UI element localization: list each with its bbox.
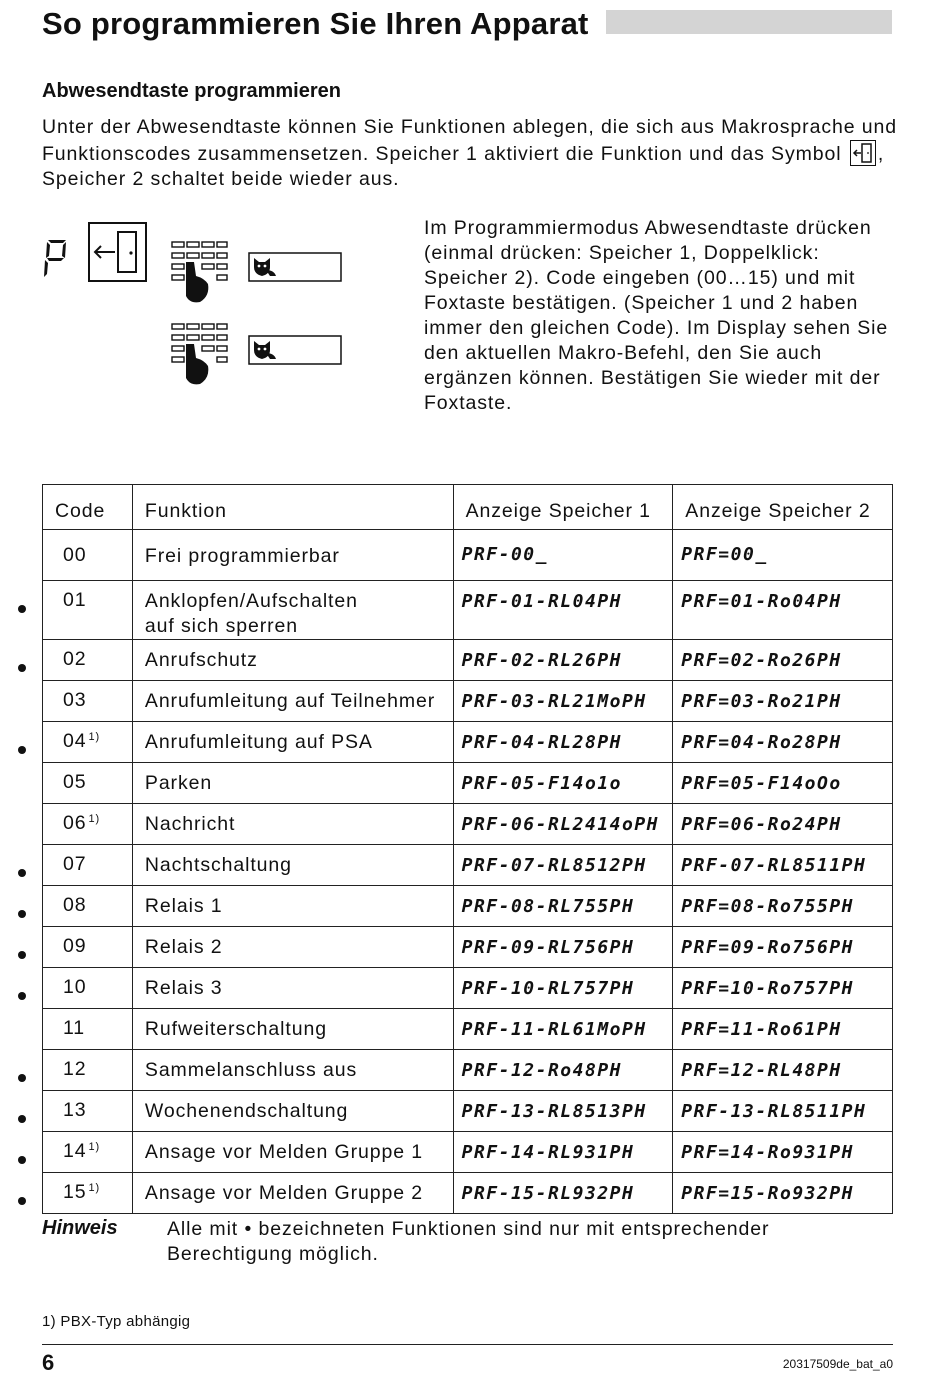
permission-bullet bbox=[18, 910, 26, 918]
cell-code: 00 bbox=[43, 530, 133, 581]
cell-anzeige-speicher-1: PRF-04-RL28PH bbox=[453, 722, 673, 763]
cell-anzeige-speicher-2: PRF=01-Ro04PH bbox=[673, 581, 893, 640]
permission-bullet bbox=[18, 664, 26, 672]
cell-funktion: Ansage vor Melden Gruppe 2 bbox=[132, 1173, 453, 1214]
page-number: 6 bbox=[42, 1350, 55, 1375]
document-id: 20317509de_bat_a0 bbox=[782, 1357, 893, 1371]
permission-bullet bbox=[18, 869, 26, 877]
table-row bbox=[43, 886, 893, 927]
title-decoration-bar bbox=[606, 10, 892, 34]
footnote-marker: 1) bbox=[88, 1141, 101, 1153]
cell-anzeige-speicher-2: PRF=08-Ro755PH bbox=[673, 886, 893, 927]
cell-funktion: Rufweiterschaltung bbox=[132, 1009, 453, 1050]
cell-anzeige-speicher-1: PRF-02-RL26PH bbox=[453, 640, 673, 681]
table-row bbox=[43, 581, 893, 640]
cell-funktion: Sammelanschluss aus bbox=[132, 1050, 453, 1091]
table-row bbox=[43, 681, 893, 722]
cell-code: 15 $^{1)}$ bbox=[43, 1173, 133, 1214]
fox-key-icon-2[interactable] bbox=[248, 335, 342, 370]
pressing-hand-icon bbox=[186, 262, 208, 302]
absent-symbol-icon bbox=[850, 140, 876, 166]
cell-code: 05 bbox=[43, 763, 133, 804]
p-display-icon bbox=[40, 236, 72, 285]
cell-anzeige-speicher-2: PRF=10-Ro757PH bbox=[673, 968, 893, 1009]
cell-code: 13 bbox=[43, 1091, 133, 1132]
cell-anzeige-speicher-2: PRF=06-Ro24PH bbox=[673, 804, 893, 845]
cell-code: 06 $^{1)}$ bbox=[43, 804, 133, 845]
permission-bullet bbox=[18, 1115, 26, 1123]
cell-anzeige-speicher-1: PRF-06-RL2414oPH bbox=[453, 804, 673, 845]
table-row bbox=[43, 722, 893, 763]
cell-funktion: Ansage vor Melden Gruppe 1 bbox=[132, 1132, 453, 1173]
keypad-icon-2 bbox=[170, 322, 230, 397]
table-row bbox=[43, 763, 893, 804]
intro-text-part1: Unter der Abwesendtaste können Sie Funktionen ablegen, die sich aus Makrosprache und Funktionscodes zusammensetzen. Speicher 1 aktiviert die Funktion und das Symbol bbox=[42, 116, 898, 165]
cell-funktion: Relais 2 bbox=[132, 927, 453, 968]
header-funktion: Funktion bbox=[132, 485, 453, 530]
cell-funktion: Relais 1 bbox=[132, 886, 453, 927]
cell-code: 07 bbox=[43, 845, 133, 886]
intro-text-part2: , Speicher 2 schaltet beide wieder aus. bbox=[42, 143, 885, 190]
cell-anzeige-speicher-1: PRF-15-RL932PH bbox=[453, 1173, 673, 1214]
cell-code: 02 bbox=[43, 640, 133, 681]
footnote-marker: 1) bbox=[88, 731, 101, 743]
page-title: So programmieren Sie Ihren Apparat bbox=[42, 6, 589, 41]
permission-bullet bbox=[18, 1156, 26, 1164]
cell-anzeige-speicher-1: PRF-08-RL755PH bbox=[453, 886, 673, 927]
cell-anzeige-speicher-1: PRF-14-RL931PH bbox=[453, 1132, 673, 1173]
cell-funktion: Relais 3 bbox=[132, 968, 453, 1009]
table-row bbox=[43, 640, 893, 681]
cell-anzeige-speicher-2: PRF=11-Ro61PH bbox=[673, 1009, 893, 1050]
cell-funktion: Nachricht bbox=[132, 804, 453, 845]
footnote-marker: 1) bbox=[88, 1182, 101, 1194]
cell-funktion: Anrufumleitung auf PSA bbox=[132, 722, 453, 763]
keypad-icon bbox=[170, 240, 230, 315]
note-text: Alle mit • bezeichneten Funktionen sind nur mit entsprechender Berechtigung möglich. bbox=[167, 1218, 770, 1265]
cell-funktion: Anklopfen/Aufschalten auf sich sperren bbox=[132, 581, 453, 640]
table-row bbox=[43, 1091, 893, 1132]
cell-code: 08 bbox=[43, 886, 133, 927]
cell-code: 09 bbox=[43, 927, 133, 968]
cell-anzeige-speicher-2: PRF=09-Ro756PH bbox=[673, 927, 893, 968]
cell-funktion: Anrufschutz bbox=[132, 640, 453, 681]
permission-bullet bbox=[18, 1197, 26, 1205]
cell-anzeige-speicher-1: PRF-11-RL61MoPH bbox=[453, 1009, 673, 1050]
cell-code: 14 $^{1)}$ bbox=[43, 1132, 133, 1173]
table-row bbox=[43, 530, 893, 581]
cell-anzeige-speicher-2: PRF=14-Ro931PH bbox=[673, 1132, 893, 1173]
footer-divider bbox=[42, 1344, 893, 1345]
cell-code: 03 bbox=[43, 681, 133, 722]
footnote: 1) PBX-Typ abhängig bbox=[42, 1313, 191, 1330]
table-row bbox=[43, 1009, 893, 1050]
pressing-hand-icon-2 bbox=[186, 344, 208, 384]
cell-anzeige-speicher-2: PRF=15-Ro932PH bbox=[673, 1173, 893, 1214]
cell-anzeige-speicher-2: PRF=05-F14oOo bbox=[673, 763, 893, 804]
fox-key-icon[interactable] bbox=[248, 252, 342, 287]
permission-bullet bbox=[18, 992, 26, 1000]
absent-door-icon[interactable] bbox=[88, 222, 148, 289]
cell-anzeige-speicher-1: PRF-01-RL04PH bbox=[453, 581, 673, 640]
cell-code: 12 bbox=[43, 1050, 133, 1091]
cell-code: 04 $^{1)}$ bbox=[43, 722, 133, 763]
cell-anzeige-speicher-1: PRF-03-RL21MoPH bbox=[453, 681, 673, 722]
permission-bullet bbox=[18, 951, 26, 959]
cell-anzeige-speicher-2: PRF=03-Ro21PH bbox=[673, 681, 893, 722]
cell-anzeige-speicher-2: PRF-13-RL8511PH bbox=[673, 1091, 893, 1132]
table-row bbox=[43, 927, 893, 968]
table-row bbox=[43, 845, 893, 886]
table-row bbox=[43, 1173, 893, 1214]
table-row bbox=[43, 804, 893, 845]
header-speicher-1: Anzeige Speicher 1 bbox=[453, 485, 673, 530]
cell-funktion: Anrufumleitung auf Teilnehmer bbox=[132, 681, 453, 722]
cell-anzeige-speicher-1: PRF-00_ bbox=[453, 530, 673, 581]
cell-anzeige-speicher-1: PRF-05-F14o1o bbox=[453, 763, 673, 804]
cell-anzeige-speicher-1: PRF-07-RL8512PH bbox=[453, 845, 673, 886]
permission-bullet bbox=[18, 605, 26, 613]
cell-anzeige-speicher-2: PRF-07-RL8511PH bbox=[673, 845, 893, 886]
cell-code: 10 bbox=[43, 968, 133, 1009]
cell-code: 01 bbox=[43, 581, 133, 640]
cell-anzeige-speicher-2: PRF=12-RL48PH bbox=[673, 1050, 893, 1091]
cell-anzeige-speicher-2: PRF=04-Ro28PH bbox=[673, 722, 893, 763]
permission-bullet bbox=[18, 1074, 26, 1082]
header-speicher-2: Anzeige Speicher 2 bbox=[673, 485, 893, 530]
cell-funktion: Frei programmierbar bbox=[132, 530, 453, 581]
cell-anzeige-speicher-1: PRF-12-Ro48PH bbox=[453, 1050, 673, 1091]
cell-funktion: Wochenendschaltung bbox=[132, 1091, 453, 1132]
table-row bbox=[43, 1132, 893, 1173]
cell-anzeige-speicher-1: PRF-10-RL757PH bbox=[453, 968, 673, 1009]
note-label: Hinweis bbox=[42, 1217, 118, 1239]
cell-anzeige-speicher-2: PRF=00_ bbox=[673, 530, 893, 581]
cell-anzeige-speicher-1: PRF-13-RL8513PH bbox=[453, 1091, 673, 1132]
instruction-text: Im Programmiermodus Abwesendtaste drücken (einmal drücken: Speicher 1, Doppelklick: Speicher 2). Code eingeben (00…15) und mit Foxtaste bestätigen. (Speicher 1 und 2 haben immer den gleichen Code). Im Display sehen Sie den aktuellen Makro-Befehl, den Sie auch ergänzen können. Bestätigen Sie wieder mit der Foxtaste. bbox=[424, 217, 889, 414]
table-row bbox=[43, 968, 893, 1009]
table-header-row bbox=[43, 485, 893, 530]
section-heading: Abwesendtaste programmieren bbox=[42, 80, 341, 102]
footnote-marker: 1) bbox=[88, 813, 101, 825]
cell-funktion: Nachtschaltung bbox=[132, 845, 453, 886]
cell-funktion: Parken bbox=[132, 763, 453, 804]
cell-anzeige-speicher-1: PRF-09-RL756PH bbox=[453, 927, 673, 968]
cell-anzeige-speicher-2: PRF=02-Ro26PH bbox=[673, 640, 893, 681]
permission-bullet bbox=[18, 746, 26, 754]
header-code: Code bbox=[43, 485, 133, 530]
function-code-table bbox=[42, 484, 893, 1214]
table-row bbox=[43, 1050, 893, 1091]
cell-code: 11 bbox=[43, 1009, 133, 1050]
intro-paragraph bbox=[42, 115, 902, 192]
